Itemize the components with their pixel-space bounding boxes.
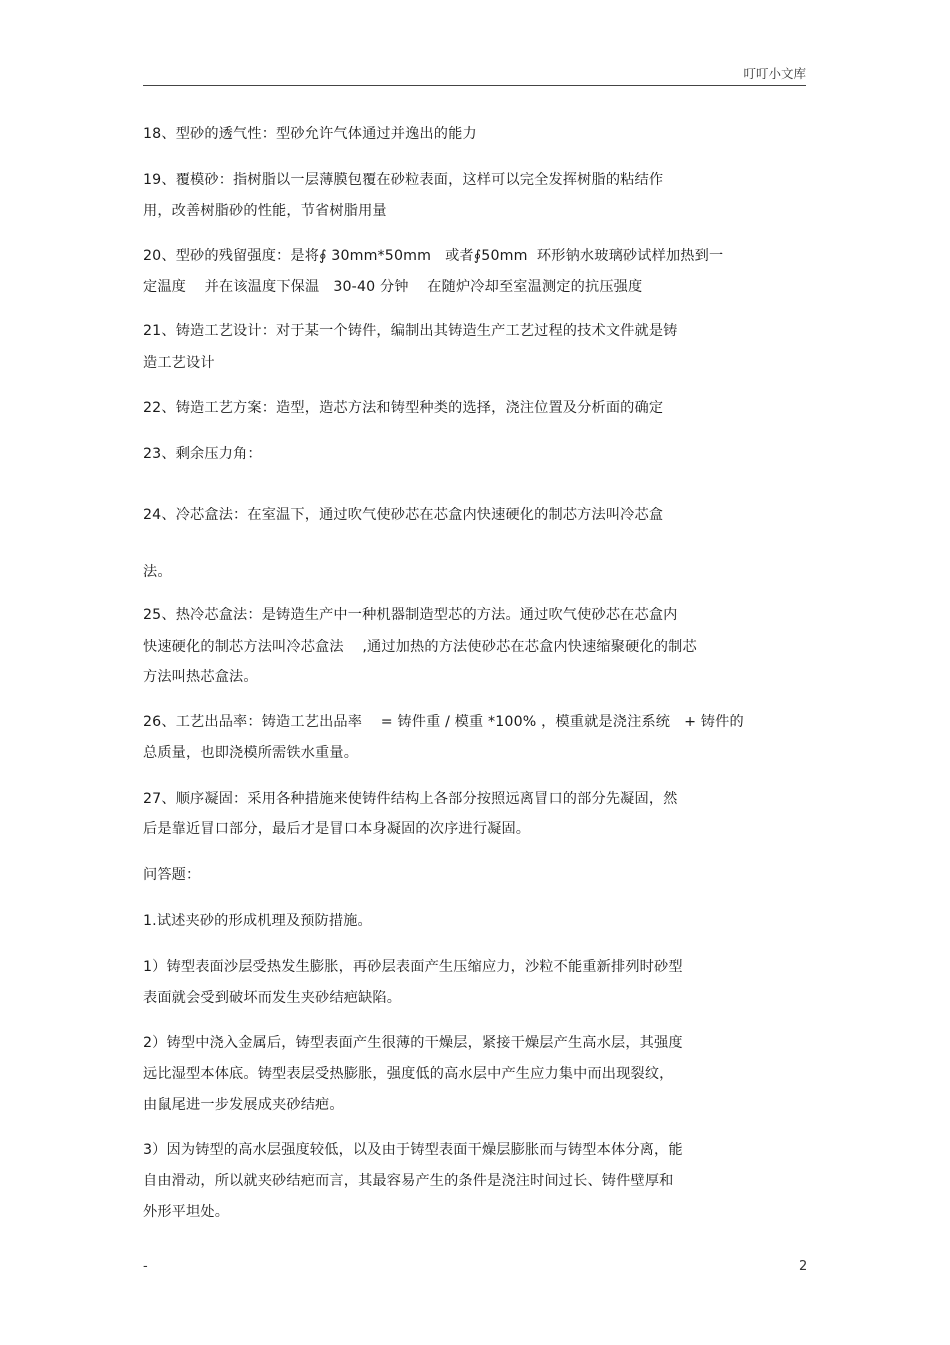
- text-line: 定温度 并在该温度下保温 30-40 分钟 在随炉冷却至室温测定的抗压强度: [143, 279, 643, 295]
- text-line: 远比湿型本体底。铸型表层受热膨胀，强度低的高水层中产生应力集中而出现裂纹，: [143, 1066, 674, 1082]
- text-line: 问答题：: [143, 867, 201, 883]
- text-line: 27、顺序凝固：采用各种措施来使铸件结构上各部分按照远离冒口的部分先凝固，然: [143, 791, 678, 807]
- text-line: 26、工艺出品率：铸造工艺出品率 = 铸件重 / 模重 *100% ，模重就是浇注系统 + 铸件的: [143, 714, 744, 730]
- text-line: 19、覆模砂：指树脂以一层薄膜包覆在砂粒表面，这样可以完全发挥树脂的粘结作: [143, 172, 664, 188]
- footer-dash: -: [143, 1259, 148, 1274]
- text-line: 24、冷芯盒法：在室温下，通过吹气使砂芯在芯盒内快速硬化的制芯方法叫冷芯盒: [143, 507, 664, 523]
- text-line: 22、铸造工艺方案：造型，造芯方法和铸型种类的选择，浇注位置及分析面的确定: [143, 400, 664, 416]
- text-line: 自由滑动，所以就夹砂结疤而言，其最容易产生的条件是浇注时间过长、铸件壁厚和: [143, 1173, 674, 1189]
- text-line: 造工艺设计: [143, 355, 215, 371]
- text-line: 表面就会受到破坏而发生夹砂结疤缺陷。: [143, 990, 402, 1006]
- page-number: 2: [799, 1259, 808, 1274]
- text-line: 快速硬化的制芯方法叫冷芯盒法 ,通过加热的方法使砂芯在芯盒内快速缩聚硬化的制芯: [143, 639, 697, 655]
- text-line: 3）因为铸型的高水层强度较低，以及由于铸型表面干燥层膨胀而与铸型本体分离，能: [143, 1142, 683, 1158]
- text-line: 外形平坦处。: [143, 1204, 230, 1220]
- text-line: 由鼠尾进一步发展成夹砂结疤。: [143, 1097, 344, 1113]
- text-line: 21、铸造工艺设计：对于某一个铸件，编制出其铸造生产工艺过程的技术文件就是铸: [143, 323, 678, 339]
- text-line: 1.试述夹砂的形成机理及预防措施。: [143, 913, 372, 929]
- text-line: 20、型砂的残留强度：是将∮ 30mm*50mm 或者∮50mm 环形钠水玻璃砂试样加热到一: [143, 248, 724, 264]
- text-line: 2）铸型中浇入金属后，铸型表面产生很薄的干燥层，紧接干燥层产生高水层，其强度: [143, 1035, 683, 1051]
- text-line: 25、热冷芯盒法：是铸造生产中一种机器制造型芯的方法。通过吹气使砂芯在芯盒内: [143, 607, 678, 623]
- text-line: 后是靠近冒口部分，最后才是冒口本身凝固的次序进行凝固。: [143, 821, 531, 837]
- text-line: 23、剩余压力角：: [143, 446, 262, 462]
- text-line: 用，改善树脂砂的性能，节省树脂用量: [143, 203, 387, 219]
- text-line: 18、型砂的透气性：型砂允许气体通过并逸出的能力: [143, 126, 477, 142]
- text-line: 1）铸型表面沙层受热发生膨胀，再砂层表面产生压缩应力，沙粒不能重新排列时砂型: [143, 959, 683, 975]
- text-line: 方法叫热芯盒法。: [143, 669, 258, 685]
- text-line: 总质量，也即浇模所需铁水重量。: [143, 745, 359, 761]
- text-line: 法。: [143, 564, 172, 580]
- header-rule: [143, 85, 806, 86]
- header-title: 叮叮小文库: [743, 66, 806, 81]
